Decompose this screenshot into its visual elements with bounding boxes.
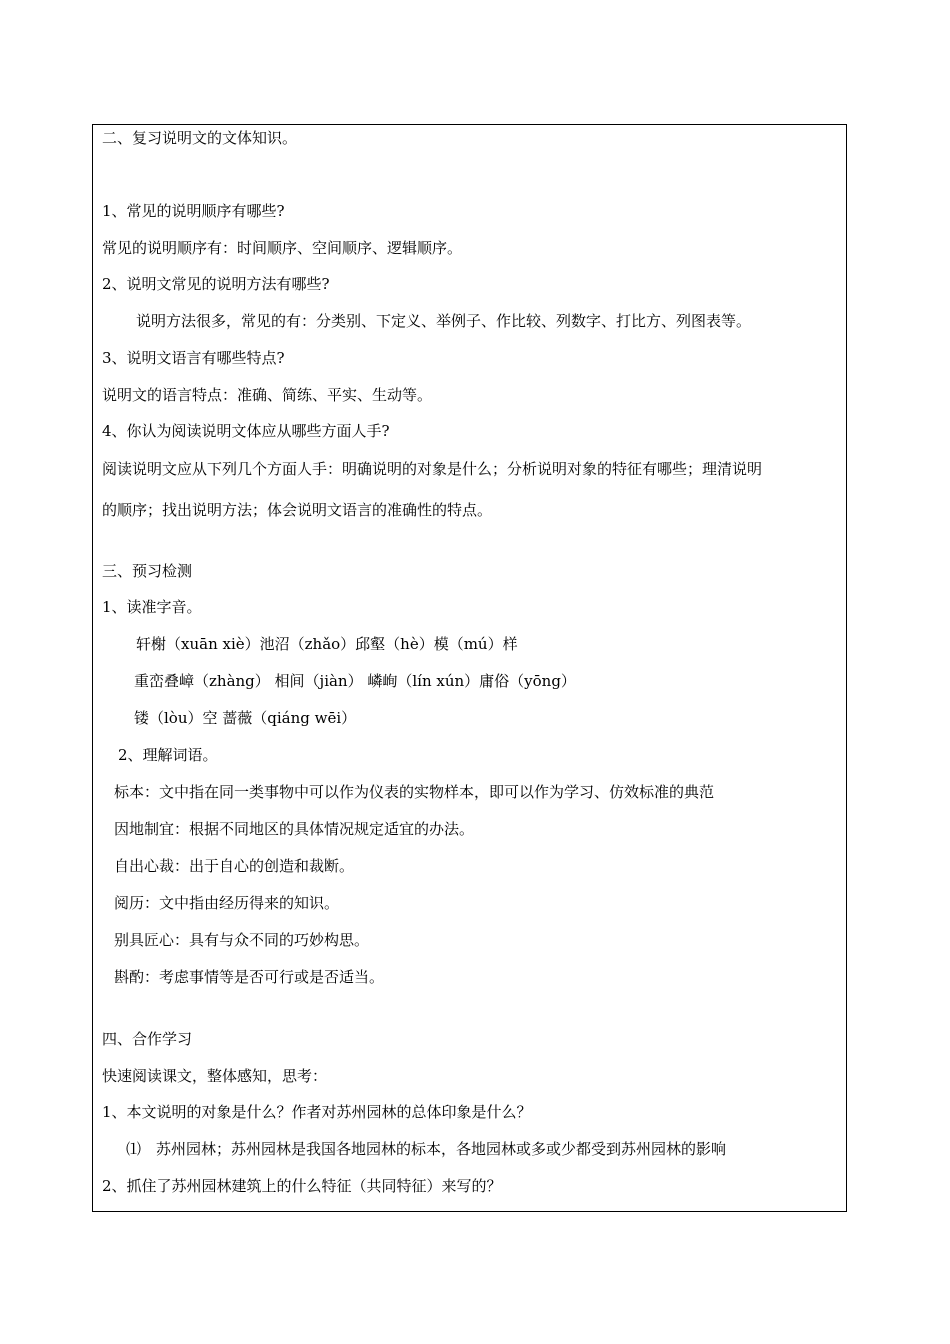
- section2-answer-2: 说明方法很多，常见的有：分类别、下定义、举例子、作比较、列数字、打比方、列图表等。: [136, 312, 752, 330]
- section4-question-2: 2、抓住了苏州园林建筑上的什么特征（共同特征）来写的？: [102, 1177, 502, 1195]
- section3-item-2: 2、理解词语。: [118, 746, 218, 764]
- section4-intro: 快速阅读课文，整体感知，思考：: [102, 1067, 328, 1085]
- section2-question-3: 3、说明文语言有哪些特点?: [102, 349, 285, 367]
- section2-question-2: 2、说明文常见的说明方法有哪些?: [102, 275, 330, 293]
- section2-answer-4-line2: 的顺序；找出说明方法；体会说明文语言的准确性的特点。: [102, 501, 493, 519]
- section2-question-4: 4、你认为阅读说明文体应从哪些方面人手?: [102, 422, 390, 440]
- section4-heading: 四、合作学习: [102, 1030, 193, 1048]
- vocab-item: 斟酌：考虑事情等是否可行或是否适当。: [114, 968, 385, 986]
- vocab-item: 自出心裁：出于自心的创造和裁断。: [114, 857, 355, 875]
- section2-answer-4-line1: 阅读说明文应从下列几个方面人手：明确说明的对象是什么；分析说明对象的特征有哪些；理清说明: [102, 460, 763, 478]
- vocab-item: 阅历：文中指由经历得来的知识。: [114, 894, 340, 912]
- pronunciation-line-2: 重峦叠嶂（zhàng） 相间（jiàn） 嶙峋（lín xún）庸俗（yōng）: [134, 672, 576, 690]
- section4-question-1: 1、本文说明的对象是什么？作者对苏州园林的总体印象是什么？: [102, 1103, 532, 1121]
- section2-question-1: 1、常见的说明顺序有哪些?: [102, 202, 285, 220]
- section2-heading: 二、复习说明文的文体知识。: [102, 129, 298, 147]
- pronunciation-line-3: 镂（lòu）空 蔷薇（qiáng wēi）: [134, 709, 357, 727]
- vocab-item: 标本：文中指在同一类事物中可以作为仪表的实物样本，即可以作为学习、仿效标准的典范: [114, 783, 715, 801]
- pronunciation-line-1: 轩榭（xuān xiè）池沼（zhǎo）邱壑（hè）模（mú）样: [136, 635, 518, 653]
- vocab-item: 别具匠心：具有与众不同的巧妙构思。: [114, 931, 370, 949]
- section3-item-1: 1、读准字音。: [102, 598, 202, 616]
- section3-heading: 三、预习检测: [102, 562, 193, 580]
- section2-answer-1: 常见的说明顺序有：时间顺序、空间顺序、逻辑顺序。: [102, 239, 463, 257]
- section2-answer-3: 说明文的语言特点：准确、简练、平实、生动等。: [102, 386, 433, 404]
- section4-answer-1: ⑴ 苏州园林；苏州园林是我国各地园林的标本，各地园林或多或少都受到苏州园林的影响: [126, 1140, 727, 1158]
- vocab-item: 因地制宜：根据不同地区的具体情况规定适宜的办法。: [114, 820, 475, 838]
